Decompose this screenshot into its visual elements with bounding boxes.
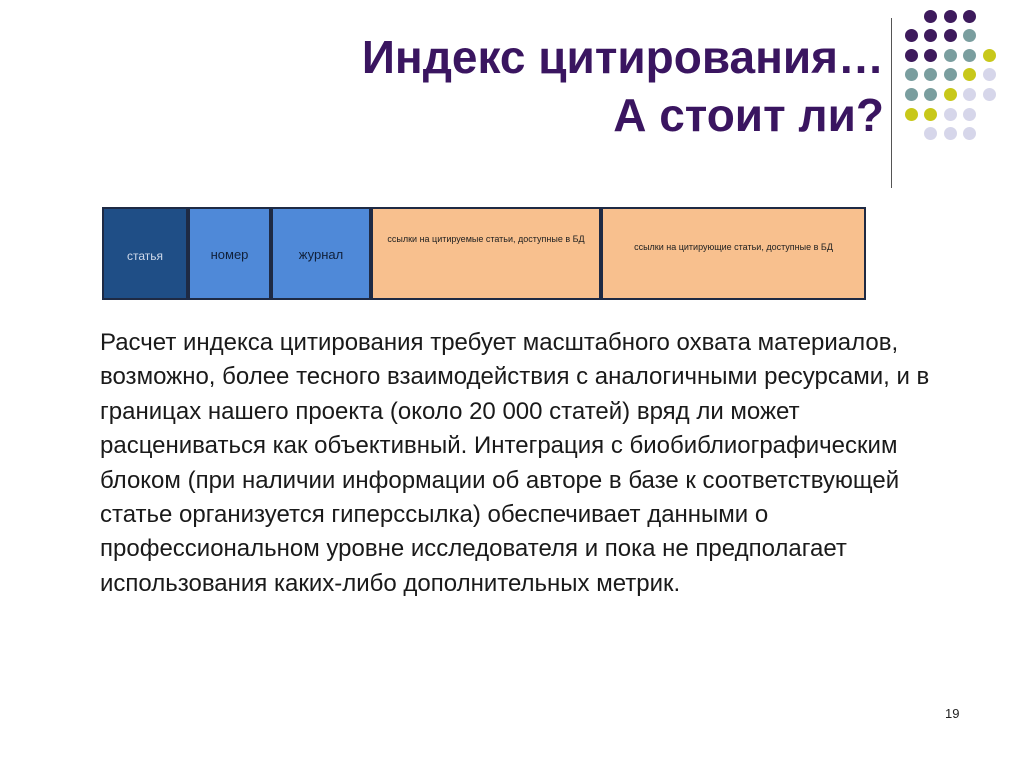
decorative-dot xyxy=(905,108,918,121)
decorative-dot xyxy=(924,108,937,121)
decorative-dot xyxy=(963,68,976,81)
decorative-dot xyxy=(963,29,976,42)
table-cell-cited-refs xyxy=(371,207,601,300)
decorative-dot xyxy=(983,88,996,101)
decorative-dot xyxy=(905,29,918,42)
decorative-dot xyxy=(924,68,937,81)
decorative-dot xyxy=(924,10,937,23)
table-cell-article xyxy=(102,207,188,300)
table-cell-cited-refs-label: ссылки на цитируемые статьи, доступные в БД xyxy=(387,234,585,244)
decorative-dot xyxy=(983,68,996,81)
table-cell-citing-refs xyxy=(601,207,866,300)
decorative-dot xyxy=(924,127,937,140)
decorative-dot xyxy=(944,88,957,101)
decorative-dot xyxy=(924,49,937,62)
decorative-dot xyxy=(905,49,918,62)
decorative-dot xyxy=(963,49,976,62)
decorative-dot xyxy=(944,29,957,42)
decorative-dot xyxy=(944,127,957,140)
decorative-dot xyxy=(983,49,996,62)
page-number: 19 xyxy=(945,706,960,721)
slide-title-line-2: А стоит ли? xyxy=(613,89,884,141)
decorative-dot xyxy=(963,88,976,101)
decorative-dot xyxy=(944,68,957,81)
decorative-dot xyxy=(944,108,957,121)
decorative-dot xyxy=(963,108,976,121)
metadata-fields-table xyxy=(102,207,866,300)
body-paragraph: Расчет индекса цитирования требует масштабного охвата материалов, возможно, более тесного взаимодействия с аналогичными ресурсами, и в границах нашего проекта (около 20 000 статей) вряд ли может расцениваться как объективный. Интеграция с биобиблиографическим блоком (при наличии информации об авторе в базе к соответствующей статье организуется гиперссылка) обеспечивает данными о профессиональном уровне исследователя и пока не предполагает использования каких-либо дополнительных метрик. xyxy=(100,329,930,597)
table-cell-journal-label: журнал xyxy=(298,247,344,262)
decorative-dot xyxy=(944,49,957,62)
decorative-dot xyxy=(963,10,976,23)
decorative-dot xyxy=(944,10,957,23)
table-cell-number xyxy=(188,207,271,300)
decorative-dot xyxy=(924,88,937,101)
decorative-dot xyxy=(924,29,937,42)
table-cell-citing-refs-label: ссылки на цитирующие статьи, доступные в БД xyxy=(634,242,833,252)
table-cell-journal xyxy=(271,207,371,300)
decorative-dot xyxy=(963,127,976,140)
decorative-dot xyxy=(905,68,918,81)
slide-title-line-1: Индекс цитирования… xyxy=(361,31,884,83)
decorative-dot-grid xyxy=(0,0,1024,180)
table-cell-number-label: номер xyxy=(210,247,249,262)
table-cell-article-label: статья xyxy=(126,249,164,263)
decorative-dot xyxy=(905,88,918,101)
